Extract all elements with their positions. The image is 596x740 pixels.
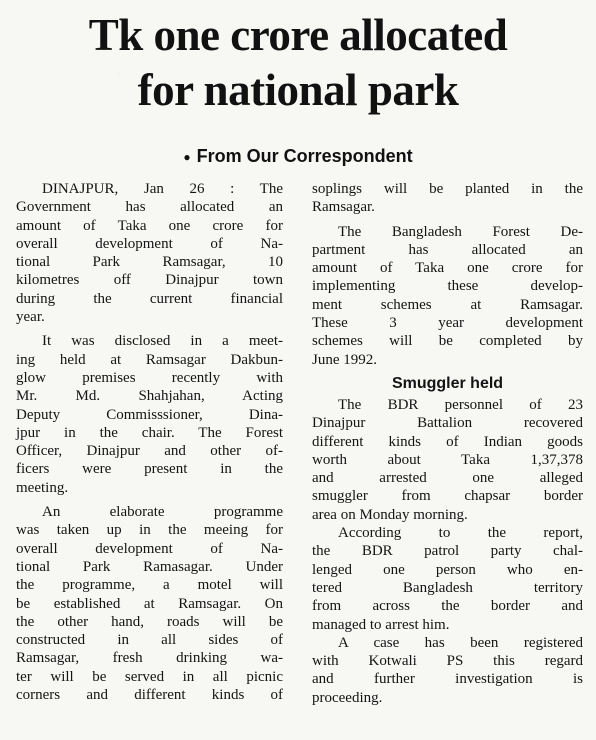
text-line: Dinajpur Battalion recovered	[312, 415, 583, 432]
text-line: soplings will be planted in the	[312, 181, 583, 197]
paragraph	[312, 223, 583, 369]
text-line: area on Monday morning.	[312, 506, 468, 523]
text-line: worth about Taka 1,37,378	[312, 451, 583, 468]
text-line: An elaborate programme	[42, 504, 283, 521]
text-line: ter will be served in all picnic	[16, 668, 283, 685]
text-line: the programme, a motel will	[16, 577, 283, 594]
text-line: meeting.	[16, 479, 69, 496]
text-line: corners and different kinds of	[16, 687, 283, 704]
text-line: Deputy Commisssioner, Dina-	[16, 406, 283, 423]
text-line: kilometres off Dinajpur town	[16, 272, 283, 289]
paragraph	[16, 503, 283, 704]
text-line: Ramsagar, fresh drinking wa-	[16, 650, 283, 667]
right-column	[312, 180, 583, 707]
text-line: be established at Ramsagar. On	[16, 595, 283, 612]
text-line: ment schemes at Ramsagar.	[312, 296, 583, 313]
text-line: and further investigation is	[312, 671, 583, 688]
text-line: tional Park Ramasagar. Under	[16, 558, 283, 575]
text-line: different kinds of Indian goods	[312, 433, 583, 450]
byline	[0, 145, 596, 168]
text-line: It was disclosed in a meet-	[42, 333, 283, 350]
text-line: glow premises recently with	[16, 369, 283, 386]
text-line: was taken up in the meeing for	[16, 522, 283, 539]
text-line: during the current financial	[16, 290, 283, 307]
paragraph	[312, 634, 583, 707]
byline-text: From Our Correspondent	[196, 146, 413, 166]
text-line: jpur in the chair. The Forest	[16, 424, 283, 441]
text-line: overall development of Na-	[16, 235, 283, 252]
text-line: managed to arrest him.	[312, 616, 450, 633]
text-line: Government has allocated an	[16, 199, 283, 216]
text-line: These 3 year development	[312, 315, 583, 332]
subheading: Smuggler held	[391, 374, 504, 392]
paragraph	[312, 180, 583, 217]
headline-line-1: Tk one crore allocated	[88, 10, 508, 60]
text-line: lenged one person who en-	[312, 561, 583, 578]
text-line: proceeding.	[312, 689, 383, 706]
text-line: tered Bangladesh territory	[312, 579, 583, 596]
text-line: from across the border and	[312, 598, 583, 615]
text-line: According to the report,	[338, 525, 583, 542]
headline-line-2: for national park	[137, 65, 459, 115]
text-line: The BDR personnel of 23	[338, 396, 583, 413]
paragraph	[16, 332, 283, 497]
text-line: Officer, Dinajpur and other of-	[16, 443, 283, 460]
text-line: amount of Taka one crore for	[16, 217, 283, 234]
text-line: year.	[16, 309, 45, 326]
text-line: with Kotwali PS this regard	[312, 653, 583, 670]
paragraph	[312, 396, 583, 524]
text-line: The Bangladesh Forest De-	[338, 223, 583, 240]
text-line: the BDR patrol party chal-	[312, 543, 583, 560]
headline	[0, 8, 596, 118]
text-line: schemes will be completed by	[312, 333, 583, 350]
text-line: and arrested one alleged	[312, 470, 583, 487]
left-column	[16, 180, 283, 704]
text-line: Mr. Md. Shahjahan, Acting	[16, 388, 283, 405]
text-line: overall development of Na-	[16, 540, 283, 557]
text-line: DINAJPUR, Jan 26 : The	[42, 181, 283, 197]
text-line: ing held at Ramsagar Dakbun-	[16, 351, 283, 368]
paragraph	[312, 524, 583, 634]
text-line: ficers were present in the	[16, 461, 283, 478]
text-line: Ramsagar.	[312, 199, 375, 216]
text-line: tional Park Ramsagar, 10	[16, 254, 283, 271]
text-line: amount of Taka one crore for	[312, 260, 583, 277]
text-line: A case has been registered	[338, 634, 583, 651]
text-line: constructed in all sides of	[16, 632, 283, 649]
paragraph	[16, 180, 283, 326]
text-line: the other hand, roads will be	[16, 613, 283, 630]
text-line: smuggler from chapsar border	[312, 488, 583, 505]
bullet-icon: ●	[183, 150, 191, 165]
text-line: partment has allocated an	[312, 241, 583, 258]
text-line: June 1992.	[312, 351, 377, 368]
text-line: implementing these develop-	[312, 278, 583, 295]
